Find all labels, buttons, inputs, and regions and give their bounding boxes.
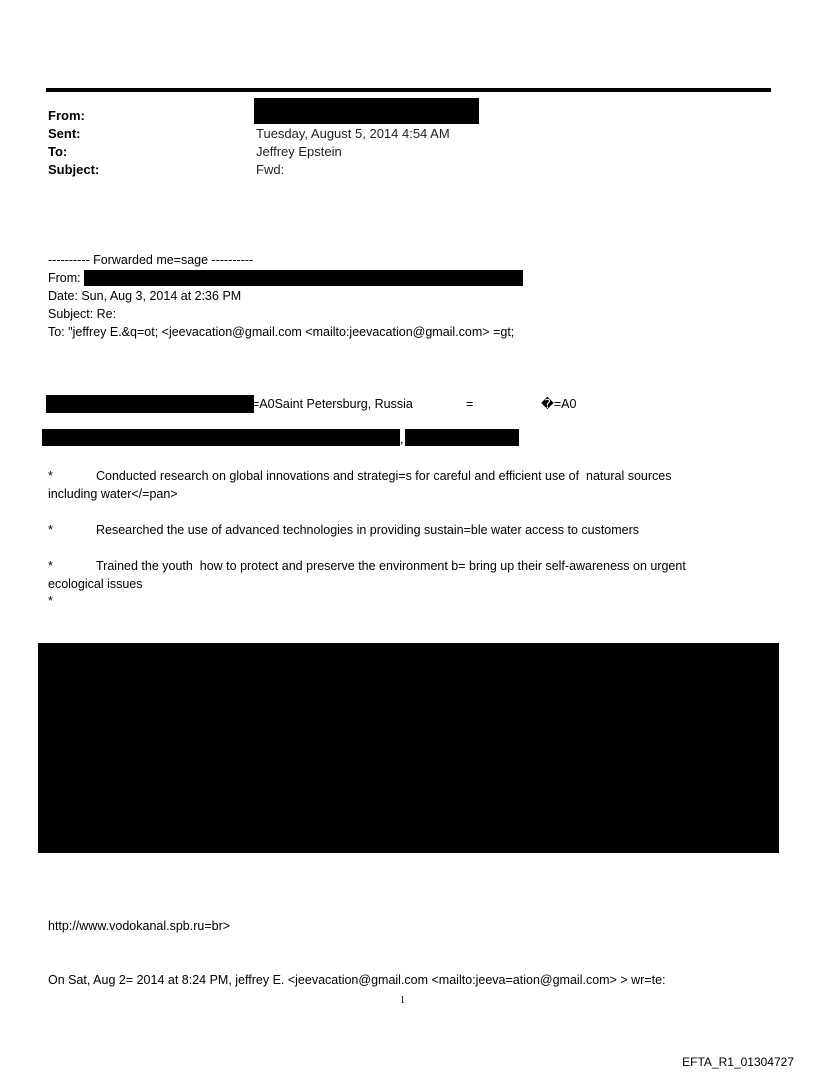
- redaction-from: [254, 98, 479, 124]
- url-text: http://www.vodokanal.spb.ru=br>: [48, 919, 231, 933]
- location-eq: =: [466, 397, 474, 411]
- forward-date: Date: Sun, Aug 3, 2014 at 2:36 PM: [48, 289, 242, 303]
- subject-value: Fwd:: [256, 162, 285, 177]
- redaction-large-block: [38, 643, 779, 853]
- bullet-marker-3: *: [48, 559, 53, 573]
- trailing-marker: *: [48, 594, 53, 608]
- forward-divider: ---------- Forwarded me=sage ----------: [48, 253, 254, 267]
- bullet-text-3: Trained the youth how to protect and preserve the environment b= bring up their self-awareness on urgent: [96, 559, 686, 573]
- to-value: Jeffrey Epstein: [256, 144, 342, 159]
- forward-subject: Subject: Re:: [48, 307, 117, 321]
- redaction-location-name: [46, 395, 254, 413]
- location-text: =A0Saint Petersburg, Russia: [252, 397, 413, 411]
- subject-label: Subject:: [48, 162, 100, 177]
- bullet-text-1: Conducted research on global innovations and strategi=s for careful and efficient use of natural sources: [96, 469, 672, 483]
- bullet-cont-3: ecological issues: [48, 577, 143, 591]
- bullet-marker-2: *: [48, 523, 53, 537]
- forward-to: To: "jeffrey E.&q=ot; <jeevacation@gmail.com <mailto:jeevacation@gmail.com> =gt;: [48, 325, 515, 339]
- redaction-comma: ,: [400, 432, 404, 446]
- bullet-text-2: Researched the use of advanced technologies in providing sustain=ble water access to customers: [96, 523, 640, 537]
- redaction-line-1: [42, 429, 400, 446]
- header-rule: [46, 88, 771, 92]
- location-tail: �=A0: [541, 397, 577, 411]
- sent-value: Tuesday, August 5, 2014 4:54 AM: [256, 126, 450, 141]
- from-label: From:: [48, 108, 85, 123]
- redaction-forward-from: [84, 270, 523, 286]
- forward-from-label: From:: [48, 271, 81, 285]
- to-label: To:: [48, 144, 68, 159]
- redaction-line-2: [405, 429, 519, 446]
- quote-line: On Sat, Aug 2= 2014 at 8:24 PM, jeffrey E. <jeevacation@gmail.com <mailto:jeeva=ation@gmail.com> > wr=te:: [48, 973, 666, 987]
- bullet-marker-1: *: [48, 469, 53, 483]
- bullet-cont-1: including water</=pan>: [48, 487, 178, 501]
- page-number: 1: [400, 995, 405, 1006]
- sent-label: Sent:: [48, 126, 81, 141]
- document-id: EFTA_R1_01304727: [682, 1055, 794, 1069]
